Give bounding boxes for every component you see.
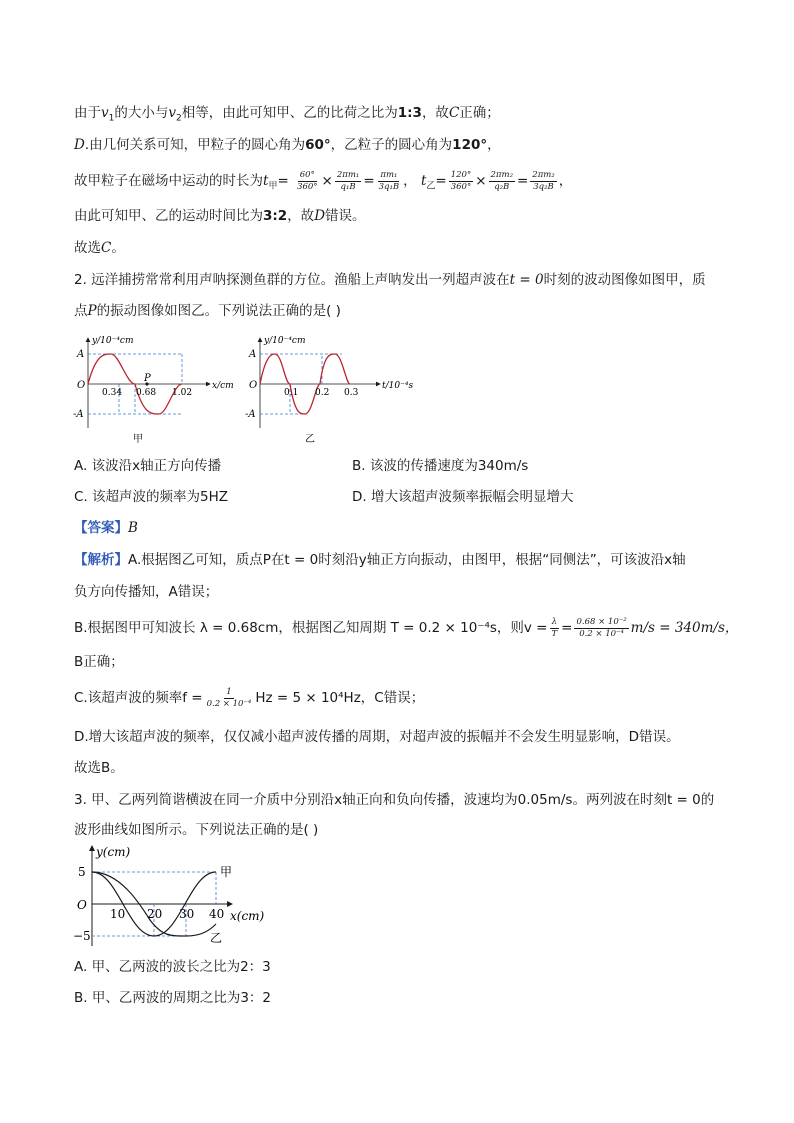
text: .由几何关系可知，甲粒子的圆心角为 [84,137,306,153]
v2-symbol: v [168,105,177,121]
line-select [74,238,125,258]
q2-select-line [74,758,124,778]
angle: 120° [452,137,488,153]
tick-label: 0.2 [315,388,330,398]
fraction [530,170,556,193]
text: 3. 甲、乙两列简谐横波在同一介质中分别沿x轴正向和负向传播，波速均为0.05m/s。两列波在时刻t = 0的 [74,792,715,808]
line-geometry [74,135,501,155]
x-axis-label: x(cm) [230,909,265,923]
line-time-formula: 故甲粒子在磁场中运动的时长为$t_甲=$ $\frac{60^\circ}{360^\circ}$ × $\frac{\text{2πm₁}}{\text{q₁B}}$ = $\frac{\text{πm₁}}{\text{3q₁B}}$ ， $t_乙=$ $\frac{120^\circ}{360^\circ}$ × $\frac{\text{2πm₂}}{\text{q₂B}}$ = $\frac{\text{2πm₂}}{\text{3q₂B}}$ ， [74,169,573,192]
tick-label: 30 [179,907,195,921]
numerator: πm₁ [380,169,398,180]
origin-label: O [77,380,86,391]
y-tick-neg5: −5 [73,929,91,943]
text: 由此可知甲、乙的运动时间比为 [74,208,263,224]
tick-label: 20 [147,907,163,921]
text: ，故 [287,208,315,224]
point-label: P [87,303,97,319]
p-label: P [144,373,151,384]
numerator: 2πm₁ [336,169,360,180]
denominator: 3q₂B [533,181,554,192]
text: ，故 [421,105,449,121]
option-letter: C [448,105,460,121]
math: t = 0 [509,272,544,288]
text: 2. 远洋捕捞常常利用声呐探测鱼群的方位。渔船上声呐发出一列超声波在 [74,272,510,288]
fraction [449,170,473,193]
two-waves-graph [70,842,270,950]
option-letter: D [314,208,326,224]
denominator: T [551,628,558,639]
neg-amp-label: -A [245,409,256,420]
answer-tag: 【答案】 [74,520,128,536]
text: B. 甲、乙两波的周期之比为3：2 [74,990,272,1006]
tick-label: 0.3 [344,388,359,398]
tick-label: 1.02 [172,388,193,398]
tick-label: 40 [209,907,225,921]
text: 的大小与 [114,105,169,121]
label-jia: 甲 [220,865,233,879]
text: B正确； [74,654,124,670]
text: 波形曲线如图所示。下列说法正确的是( ) [74,822,319,838]
q3-option-b [74,988,271,1008]
numerator: 60° [299,169,315,180]
option-c: C. 该超声波的频率为5HZ [74,489,228,505]
denominator: 360° [297,181,318,192]
y-axis-label: y/10⁻⁴cm [92,336,134,346]
wave-graph-jia [70,332,240,444]
y-axis-label: y(cm) [96,845,131,859]
text: 故选B。 [74,760,124,776]
subscript: 甲 [268,181,278,192]
vibration-graph-yi [242,332,422,444]
origin-label: O [249,380,258,391]
fraction [205,687,254,710]
fraction [489,170,515,193]
equals: = [277,173,289,189]
option-letter: D [74,137,85,153]
amp-label: A [249,349,257,360]
y-tick-5: 5 [78,865,86,879]
q2-stem-line1 [74,270,706,290]
text: 故选 [74,240,101,256]
fraction [550,617,560,640]
text: 的振动图像如图乙。下列说法正确的是( ) [96,303,341,319]
analysis-c-line [74,685,424,711]
t-symbol: t [420,173,427,189]
subscript: 2 [176,113,182,124]
numerator: 120° [450,169,472,180]
denominator: q₁B [340,181,356,192]
option-a: A. 该波沿x轴正方向传播 [74,458,222,474]
option-letter: C [101,240,112,256]
neg-amp-label: -A [73,409,84,420]
text: ， [487,137,501,153]
analysis-d-line [74,727,680,747]
equals: = [561,620,573,636]
text: D.增大该超声波的频率，仅仅减小超声波传播的周期，对超声波的振幅并不会发生明显影响，D错误。 [74,729,680,745]
ratio: 1:3 [397,105,422,121]
option-b: B. 该波的传播速度为340m/s [352,458,529,474]
amp-label: A [77,349,85,360]
text: B.根据图甲可知波长 λ = 0.68cm，根据图乙知周期 T = 0.2 × 10⁻⁴s，则v = [74,620,548,636]
text: 由于 [74,105,101,121]
numerator: λ [551,616,558,627]
text: m/s = 340m/s， [630,620,739,636]
text: 时刻的波动图像如图甲，质 [543,272,706,288]
analysis-a-line1 [74,550,686,570]
text: A. 甲、乙两波的波长之比为2：3 [74,959,271,975]
fraction [295,170,319,193]
q3-stem-line1 [74,790,714,810]
angle: 60° [305,137,331,153]
t-axis-label: t/10⁻⁴s [382,381,414,391]
text: 故甲粒子在磁场中运动的时长为 [74,173,263,189]
origin-label: O [77,898,87,912]
ratio: 3:2 [263,208,288,224]
analysis-tag: 【解析】 [74,552,128,568]
answer-line [74,518,138,538]
fraction [335,170,361,193]
denominator: 0.2 × 10⁻⁴ [579,628,624,639]
tick-label: 10 [110,907,126,921]
denominator: q₂B [494,181,510,192]
text: A.根据图乙可知，质点P在t = 0时刻沿y轴正方向振动，由图甲，根据“同侧法”，可该波沿x轴 [128,552,686,568]
fraction [377,170,402,193]
x-axis-label: x/cm [212,381,234,391]
text: 正确； [459,105,500,121]
analysis-a-line2 [74,582,218,602]
answer-value: B [128,520,138,536]
analysis-b-line2 [74,652,124,672]
option-d: D. 增大该超声波频率振幅会明显增大 [352,489,574,505]
text: 点 [74,303,88,319]
line-time-ratio [74,206,366,226]
denominator: 360° [450,181,472,192]
label-yi: 乙 [210,931,223,945]
q3-option-a [74,957,271,977]
text: 错误。 [325,208,366,224]
text: Hz = 5 × 10⁴Hz，C错误； [255,690,425,706]
tick-label: 0.34 [102,388,123,398]
text: C.该超声波的频率f = [74,690,203,706]
numerator: 0.68 × 10⁻² [576,616,627,627]
figure-caption: 乙 [305,434,315,444]
v1-symbol: v [101,105,109,121]
text: 。 [111,240,125,256]
figure-caption: 甲 [133,434,143,444]
line-ratio [74,103,500,129]
subscript: 乙 [426,181,436,192]
tick-label: 0.68 [136,388,157,398]
text: 相等，由此可知甲、乙的比荷之比为 [181,105,398,121]
analysis-b-line1 [74,615,738,641]
tick-label: 0.1 [284,388,299,398]
y-axis-label: y/10⁻⁴cm [264,336,306,346]
denominator: 0.2 × 10⁻⁴ [206,698,252,709]
numerator: 1 [226,686,232,697]
text: 负方向传播知，A错误； [74,584,219,600]
q2-stem-line2 [74,301,341,321]
numerator: 2πm₂ [490,169,513,180]
t-symbol: t [263,173,269,189]
fraction [574,617,628,640]
q3-stem-line2 [74,820,318,840]
text: ，乙粒子的圆心角为 [330,137,453,153]
subscript: 1 [108,113,115,124]
numerator: 2πm₂ [532,169,555,180]
denominator: 3q₁B [378,181,400,192]
